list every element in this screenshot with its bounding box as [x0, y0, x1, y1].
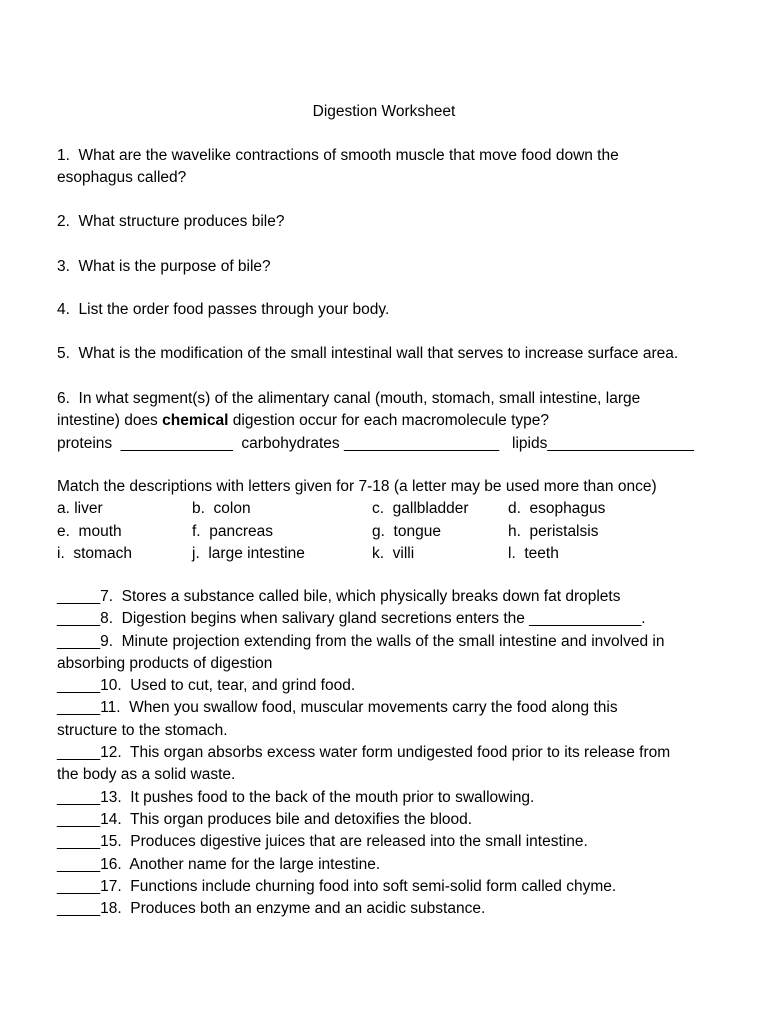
list-item: _____18. Produces both an enzyme and an acidic substance.: [57, 900, 486, 918]
option: j. large intestine: [192, 544, 305, 562]
list-item: structure to the stomach.: [57, 721, 228, 739]
option: e. mouth: [57, 522, 122, 540]
question-6-line-2-post: digestion occur for each macromolecule type?: [228, 412, 549, 430]
question-2: [57, 211, 737, 233]
question-1: [57, 145, 737, 190]
list-item: _____13. It pushes food to the back of the mouth prior to swallowing.: [57, 788, 535, 806]
question-3: [57, 256, 737, 278]
option: d. esophagus: [508, 500, 606, 518]
matching-section: [57, 476, 737, 565]
question-5: [57, 343, 737, 365]
matching-items: [57, 586, 737, 920]
option: b. colon: [192, 500, 251, 518]
list-item: the body as a solid waste.: [57, 766, 236, 784]
question-1-line-2: esophagus called?: [57, 169, 187, 187]
question-3-text: 3. What is the purpose of bile?: [57, 258, 271, 275]
question-6-line-2-pre: intestine) does: [57, 412, 163, 430]
option: k. villi: [372, 544, 415, 562]
list-item: absorbing products of digestion: [57, 654, 273, 672]
list-item: _____12. This organ absorbs excess water form undigested food prior to its release from: [57, 744, 671, 762]
option: h. peristalsis: [508, 522, 599, 540]
list-item: _____8. Digestion begins when salivary gland secretions enters the _____________.: [57, 610, 646, 628]
question-5-text: 5. What is the modification of the small intestinal wall that serves to increase surface area.: [57, 345, 679, 362]
list-item: _____11. When you swallow food, muscular movements carry the food along this: [57, 699, 618, 717]
page-title: Digestion Worksheet: [312, 103, 456, 120]
list-item: _____16. Another name for the large intestine.: [57, 855, 381, 873]
question-4-text: 4. List the order food passes through your body.: [57, 301, 390, 318]
question-2-text: 2. What structure produces bile?: [57, 213, 285, 230]
list-item: _____9. Minute projection extending from the walls of the small intestine and involved in: [57, 632, 665, 650]
option: g. tongue: [372, 522, 441, 540]
list-item: _____14. This organ produces bile and detoxifies the blood.: [57, 810, 473, 828]
matching-options: [57, 498, 737, 565]
question-6-line-1: 6. In what segment(s) of the alimentary canal (mouth, stomach, small intestine, large: [57, 390, 641, 407]
matching-instructions: Match the descriptions with letters given for 7-18 (a letter may be used more than once): [57, 478, 657, 495]
question-4: [57, 299, 737, 321]
option: a. liver: [57, 500, 103, 518]
option: i. stomach: [57, 544, 132, 562]
question-6: [57, 388, 737, 455]
option: l. teeth: [508, 544, 559, 562]
list-item: _____15. Produces digestive juices that are released into the small intestine.: [57, 833, 588, 851]
question-1-line-1: 1. What are the wavelike contractions of smooth muscle that move food down the: [57, 147, 619, 164]
option: f. pancreas: [192, 522, 273, 540]
list-item: _____17. Functions include churning food into soft semi-solid form called chyme.: [57, 877, 617, 895]
question-6-answer-line: proteins _____________ carbohydrates __________________ lipids_________________: [57, 434, 694, 452]
question-6-line-2: [57, 410, 737, 432]
question-6-bold-word: chemical: [162, 412, 229, 430]
list-item: _____7. Stores a substance called bile, which physically breaks down fat droplets: [57, 588, 621, 605]
list-item: _____10. Used to cut, tear, and grind food.: [57, 677, 356, 695]
option: c. gallbladder: [372, 500, 469, 518]
